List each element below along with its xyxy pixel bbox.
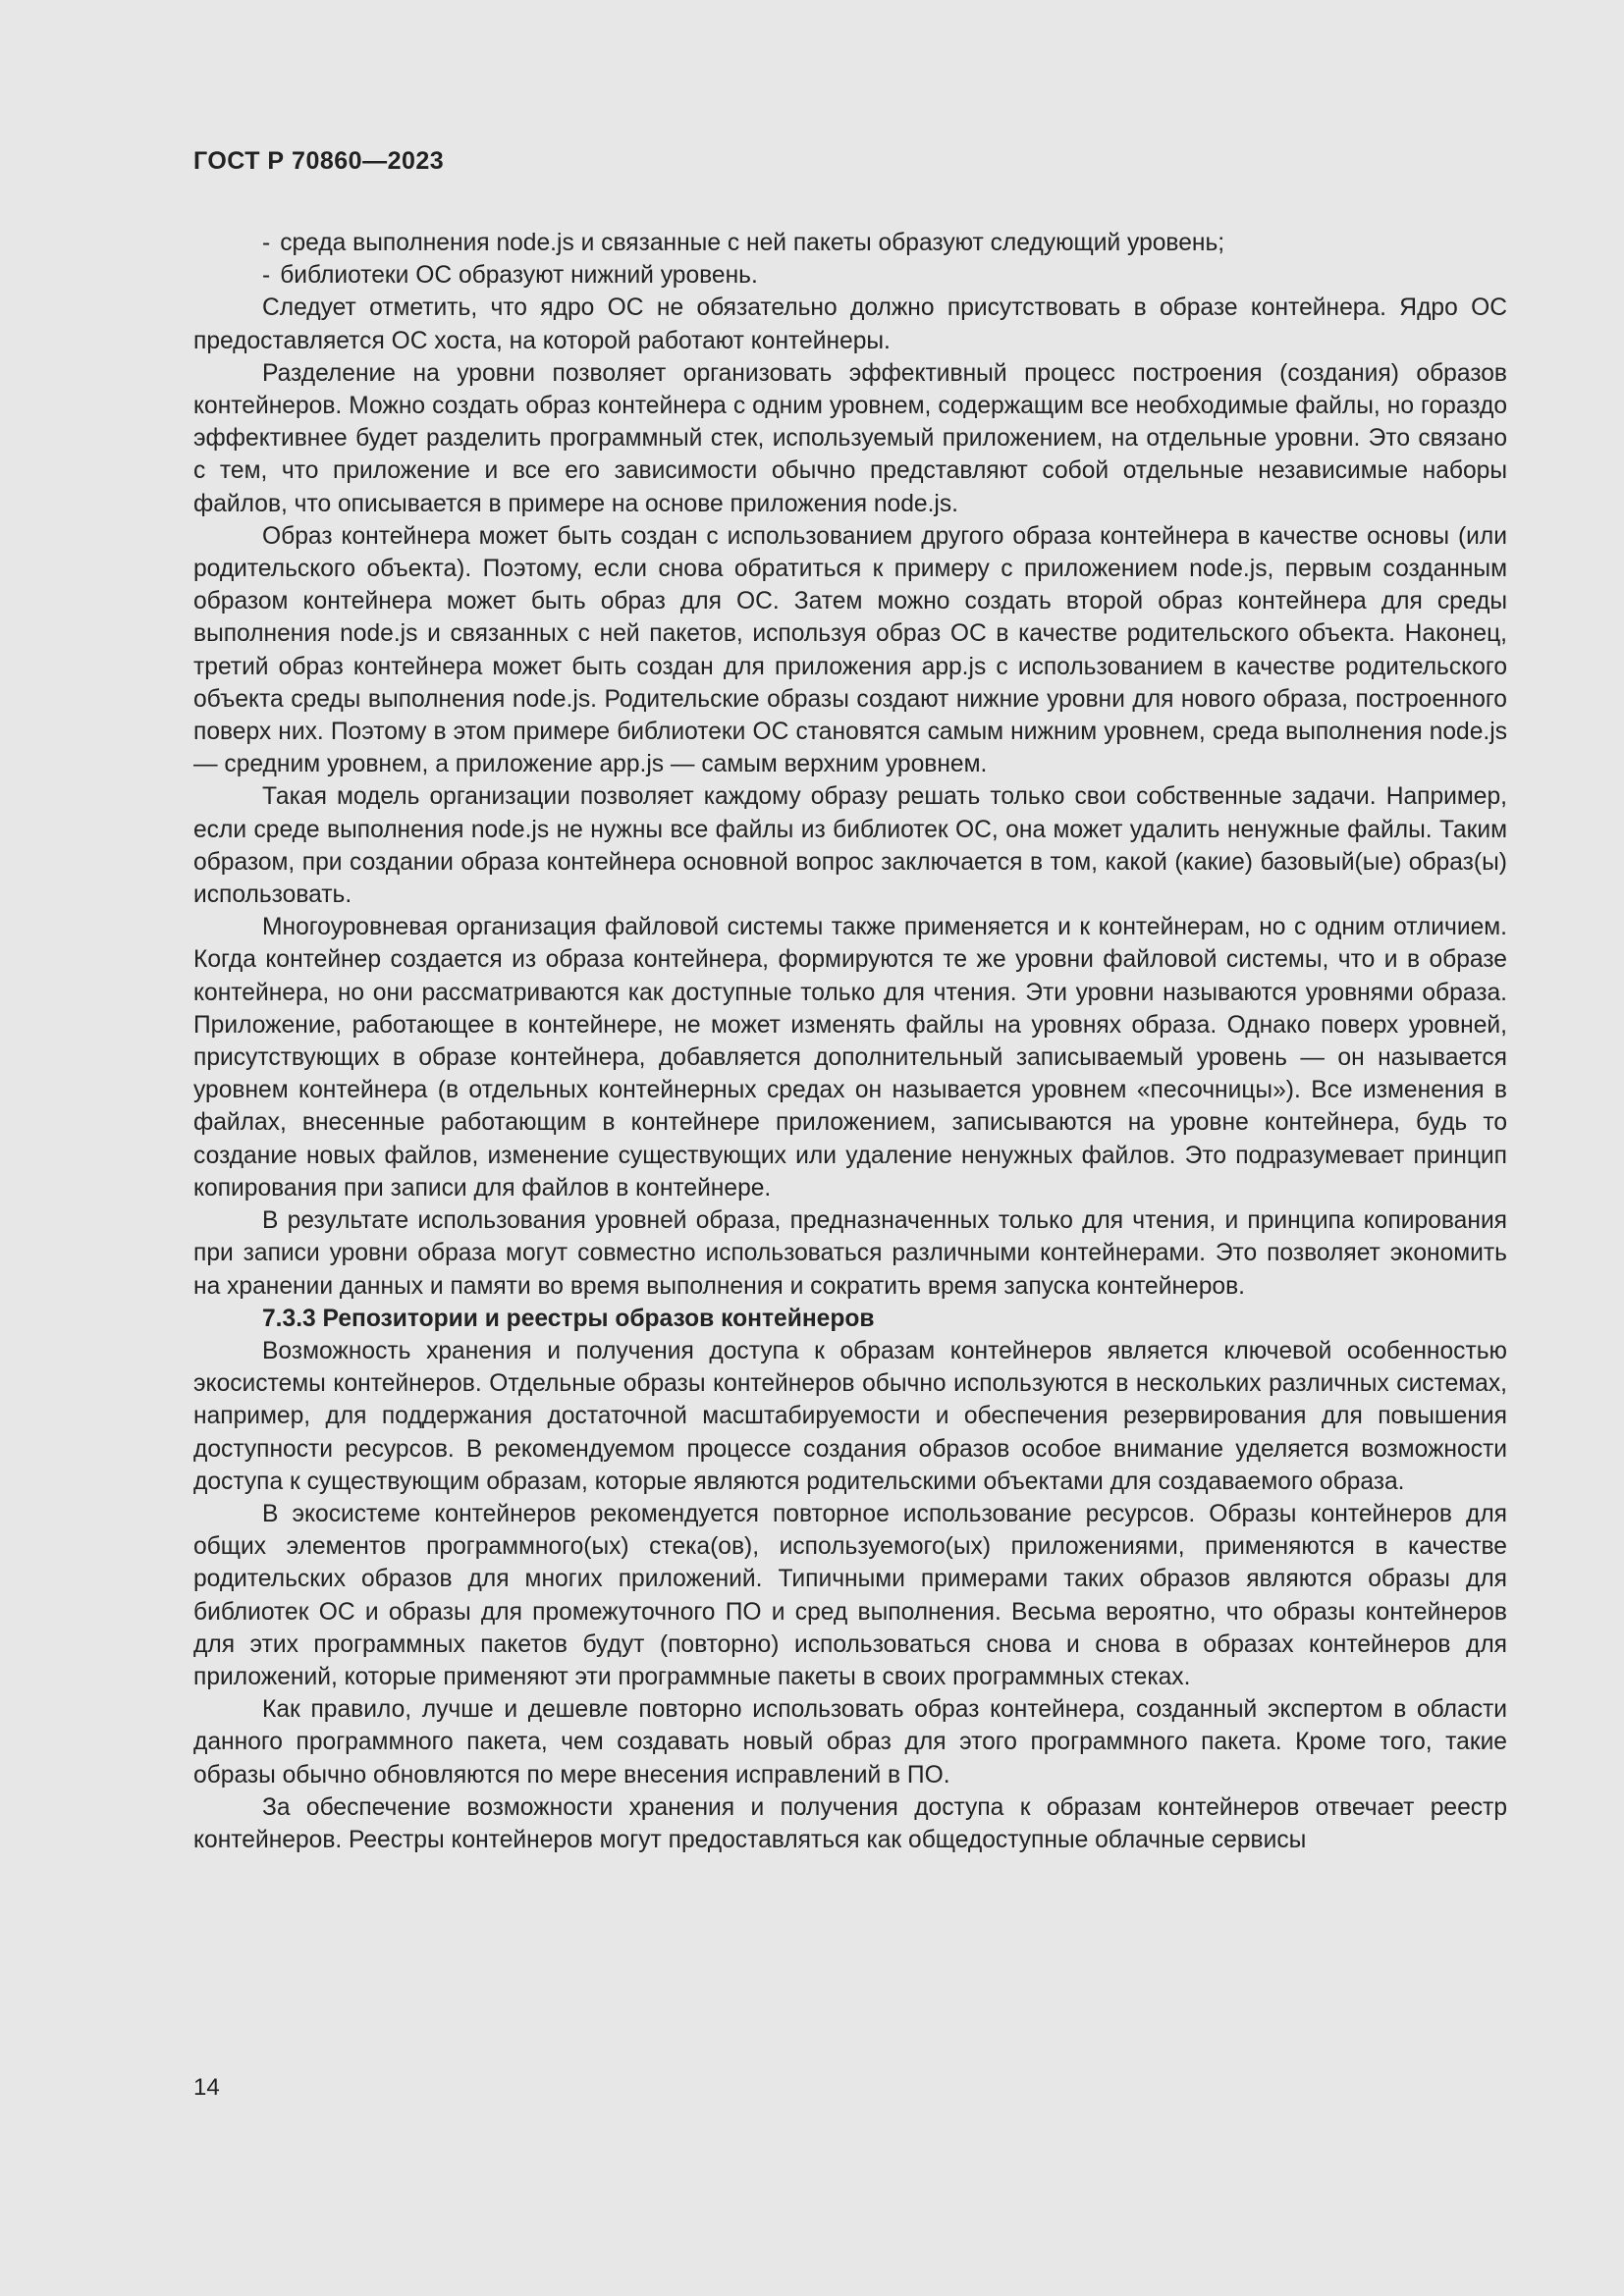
- paragraph: Возможность хранения и получения доступа к образам контейнеров является ключевой особенностью экосистемы контейнеров. Отдельные образы контейнеров обычно используются в нескольких различных системах, например, для поддержания достаточной масштабируемости и обеспечения резервирования для повышения доступности ресурсов. В рекомендуемом процессе создания образов особое внимание уделяется возможности доступа к существующим образам, которые являются родительскими объектами для создаваемого образа.: [193, 1337, 1507, 1495]
- document-body: [193, 227, 1507, 1856]
- paragraph: В результате использования уровней образа, предназначенных только для чтения, и принципа копирования при записи уровни образа могут совместно использоваться различными контейнерами. Это позволяет экономить на хранении данных и памяти во время выполнения и сократить время запуска контейнеров.: [193, 1207, 1507, 1300]
- page-number: 14: [193, 2074, 220, 2101]
- paragraph: Как правило, лучше и дешевле повторно использовать образ контейнера, созданный экспертом в области данного программного пакета, чем создавать новый образ для этого программного пакета. Кроме того, такие образы обычно обновляются по мере внесения исправлений в ПО.: [193, 1696, 1507, 1789]
- paragraph: Образ контейнера может быть создан с использованием другого образа контейнера в качестве основы (или родительского объекта). Поэтому, если снова обратиться к примеру с приложением node.js, первым созданным образом контейнера может быть образ для ОС. Затем можно создать второй образ контейнера для среды выполнения node.js и связанных с ней пакетов, используя образ ОС в качестве родительского объекта. Наконец, третий образ контейнера может быть создан для приложения app.js с использованием в качестве родительского объекта среды выполнения node.js. Родительские образы создают нижние уровни для нового образа, построенного поверх них. Поэтому в этом примере библиотеки ОС становятся самым нижним уровнем, среда выполнения node.js — средним уровнем, а приложение app.js — самым верхним уровнем.: [193, 522, 1507, 778]
- list-item: [193, 227, 1507, 259]
- paragraph: За обеспечение возможности хранения и получения доступа к образам контейнеров отвечает реестр контейнеров. Реестры контейнеров могут предоставляться как общедоступные облачные сервисы: [193, 1793, 1507, 1853]
- list-item-text: библиотеки ОС образуют нижний уровень.: [280, 262, 758, 290]
- paragraph: Многоуровневая организация файловой системы также применяется и к контейнерам, но с одним отличием. Когда контейнер создается из образа контейнера, формируются те же уровни файловой системы, что и в образе контейнера, но они рассматриваются как доступные только для чтения. Эти уровни называются уровнями образа. Приложение, работающее в контейнере, не может изменять файлы на уровнях образа. Однако поверх уровней, присутствующих в образе контейнера, добавляется дополнительный записываемый уровень — он называется уровнем контейнера (в отдельных контейнерных средах он называется уровнем «песочницы»). Все изменения в файлах, внесенные работающим в контейнере приложением, записываются на уровне контейнера, будь то создание новых файлов, изменение существующих или удаление ненужных файлов. Это подразумевает принцип копирования при записи для файлов в контейнере.: [193, 914, 1507, 1201]
- section-heading: 7.3.3 Репозитории и реестры образов контейнеров: [262, 1305, 875, 1332]
- document-header: ГОСТ Р 70860—2023: [193, 147, 445, 175]
- paragraph: Такая модель организации позволяет каждому образу решать только свои собственные задачи. Например, если среде выполнения node.js не нужны все файлы из библиотек ОС, она может удалить ненужные файлы. Таким образом, при создании образа контейнера основной вопрос заключается в том, какой (какие) базовый(ые) образ(ы) использовать.: [193, 783, 1507, 909]
- paragraph: Разделение на уровни позволяет организовать эффективный процесс построения (создания) образов контейнеров. Можно создать образ контейнера с одним уровнем, содержащим все необходимые файлы, но гораздо эффективнее будет разделить программный стек, используемый приложением, на отдельные уровни. Это связано с тем, что приложение и все его зависимости обычно представляют собой отдельные независимые наборы файлов, что описывается в примере на основе приложения node.js.: [193, 359, 1507, 517]
- paragraph: Следует отметить, что ядро ОС не обязательно должно присутствовать в образе контейнера. Ядро ОС предоставляется ОС хоста, на которой работают контейнеры.: [193, 294, 1507, 354]
- list-marker: -: [262, 262, 271, 290]
- list-marker: -: [262, 230, 271, 256]
- list-item-text: среда выполнения node.js и связанные с ней пакеты образуют следующий уровень;: [280, 230, 1225, 256]
- paragraph: В экосистеме контейнеров рекомендуется повторное использование ресурсов. Образы контейнеров для общих элементов программного(ых) стека(ов), используемого(ых) приложениями, применяются в качестве родительских образов для многих приложений. Типичными примерами таких образов являются образы для библиотек ОС и образы для промежуточного ПО и сред выполнения. Весьма вероятно, что образы контейнеров для этих программных пакетов будут (повторно) использоваться снова и снова в образах контейнеров для приложений, которые применяют эти программные пакеты в своих программных стеках.: [193, 1500, 1507, 1690]
- list-item: [193, 259, 1507, 292]
